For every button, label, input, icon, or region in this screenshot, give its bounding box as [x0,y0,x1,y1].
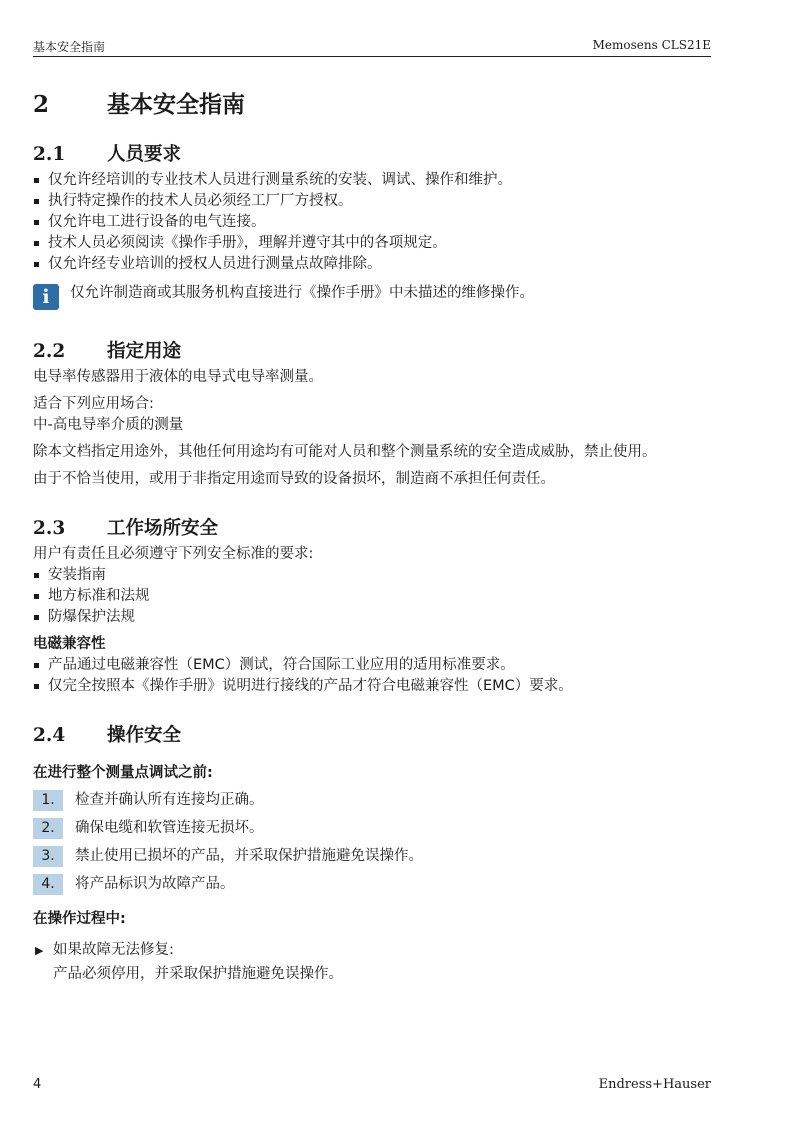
info-icon: i [33,284,59,310]
during-operation-heading: 在操作过程中: [33,911,126,927]
emc-list [33,655,713,697]
header-product-name: Memosens CLS21E [592,38,711,52]
step-text: 确保电缆和软管连接无损坏。 [75,820,264,836]
section-2-2 [33,337,713,490]
section-heading-2-1 [33,140,713,170]
step-item [33,790,713,811]
action-condition: 如果故障无法修复: [53,942,174,958]
section-number: 2.1 [33,144,66,165]
chapter-title: 基本安全指南 [107,91,245,118]
paragraph: 中-高电导率介质的测量 [33,417,184,433]
step-number: 1. [33,790,63,811]
section-2-3 [33,514,713,697]
steps-list [33,790,713,895]
paragraph: 由于不恰当使用，或用于非指定用途而导致的设备损坏，制造商不承担任何责任。 [33,471,555,487]
section-title: 人员要求 [107,144,182,165]
list-item: 安装指南 [33,565,713,586]
step-number: 3. [33,846,63,867]
step-number: 4. [33,874,63,895]
step-text: 将产品标识为故障产品。 [75,876,235,892]
brand-logo-text: Endress+Hauser [598,1077,711,1092]
page-content [33,88,713,985]
step-item [33,846,713,867]
list-item: 仅完全按照本《操作手册》说明进行接线的产品才符合电磁兼容性（EMC）要求。 [33,676,713,697]
page-number: 4 [33,1077,42,1092]
section-title: 工作场所安全 [107,518,219,539]
safety-standards-list [33,565,713,628]
section-number: 2.4 [33,725,66,746]
paragraph: 除本文档指定用途外，其他任何用途均有可能对人员和整个测量系统的安全造成威胁，禁止使用。 [33,444,657,460]
paragraph: 适合下列应用场合: [33,396,154,412]
paragraph: 电导率传感器用于液体的电导式电导率测量。 [33,369,323,385]
triangle-right-icon: ▶ [35,944,44,957]
list-item: 技术人员必须阅读《操作手册》，理解并遵守其中的各项规定。 [33,233,713,254]
list-item: 产品通过电磁兼容性（EMC）测试，符合国际工业应用的适用标准要求。 [33,655,713,676]
step-text: 禁止使用已损坏的产品，并采取保护措施避免误操作。 [75,848,423,864]
section-title: 指定用途 [107,341,182,362]
personnel-requirements-list [33,170,713,275]
step-item [33,874,713,895]
section-number: 2.3 [33,518,66,539]
section-2-4 [33,721,713,985]
section-heading-2-2 [33,337,713,367]
paragraph: 用户有责任且必须遵守下列安全标准的要求: [33,546,314,562]
before-commissioning-heading: 在进行整个测量点调试之前: [33,765,213,781]
page-header [33,36,711,57]
info-note-text: 仅允许制造商或其服务机构直接进行《操作手册》中未描述的维修操作。 [70,285,534,301]
list-item: 仅允许经培训的专业技术人员进行测量系统的安装、调试、操作和维护。 [33,170,713,191]
header-section-title: 基本安全指南 [33,40,106,54]
step-text: 检查并确认所有连接均正确。 [75,792,264,808]
list-item: 仅允许电工进行设备的电气连接。 [33,212,713,233]
emc-heading: 电磁兼容性 [33,636,106,652]
list-item: 仅允许经专业培训的授权人员进行测量点故障排除。 [33,254,713,275]
section-title: 操作安全 [107,725,182,746]
list-item: 防爆保护法规 [33,607,713,628]
chapter-heading [33,88,713,122]
action-item [33,940,713,985]
section-number: 2.2 [33,341,66,362]
list-item: 地方标准和法规 [33,586,713,607]
step-item [33,818,713,839]
step-number: 2. [33,818,63,839]
action-result: 产品必须停用，并采取保护措施避免误操作。 [53,966,343,982]
section-heading-2-3 [33,514,713,544]
section-heading-2-4 [33,721,713,751]
list-item: 执行特定操作的技术人员必须经工厂厂方授权。 [33,191,713,212]
chapter-number: 2 [33,91,50,118]
info-note [33,283,713,313]
